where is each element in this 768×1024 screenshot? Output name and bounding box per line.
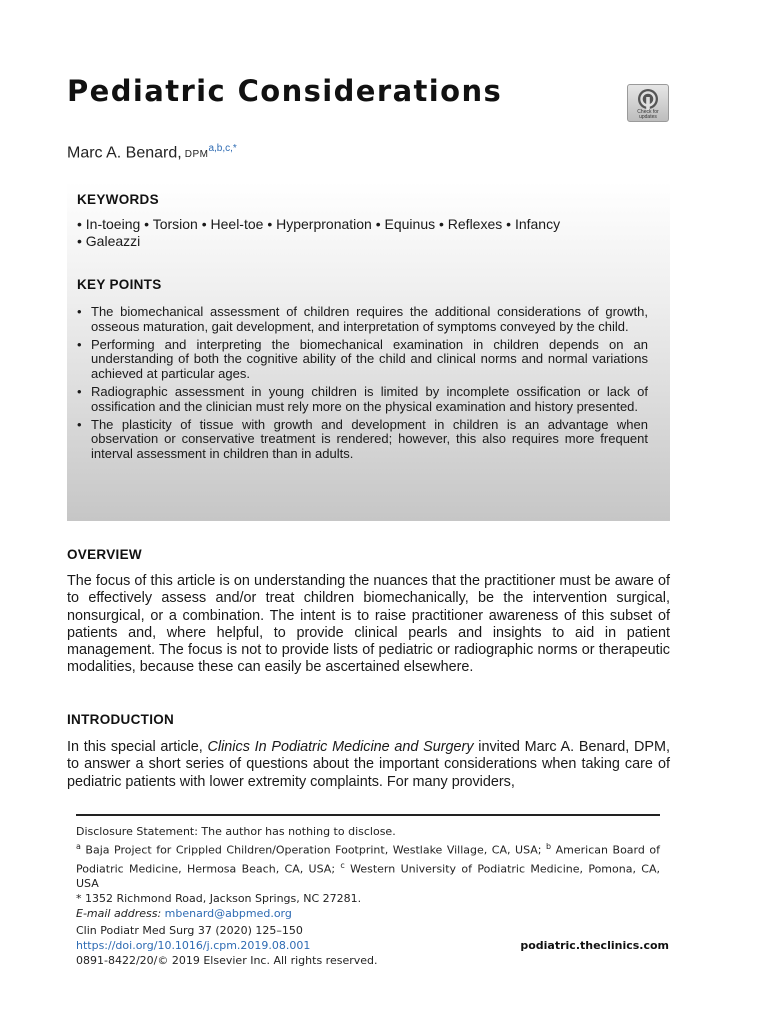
affiliations	[76, 839, 660, 891]
introduction-heading: INTRODUCTION	[67, 712, 175, 727]
keywords-line-2: • Galeazzi	[77, 233, 141, 249]
copyright: 0891-8422/20/© 2019 Elsevier Inc. All rights reserved.	[76, 954, 378, 967]
affiliation-b: American Board of Podiatric Medicine, Hermosa Beach, CA, USA;	[76, 843, 660, 876]
affil-mark-a: a	[76, 842, 81, 851]
crossmark-icon	[637, 88, 659, 110]
journal-name-italic: Clinics In Podiatric Medicine and Surgery	[207, 739, 474, 755]
email-link[interactable]: mbenard@abpmed.org	[164, 907, 292, 921]
author-affiliation-marks[interactable]: a,b,c,*	[208, 143, 237, 154]
disclosure-statement: Disclosure Statement: The author has nothing to disclose.	[76, 825, 396, 838]
doi-link[interactable]: https://doi.org/10.1016/j.cpm.2019.08.001	[76, 939, 311, 952]
author-name: Marc A. Benard,	[67, 144, 182, 162]
email-label: E-mail address:	[76, 907, 162, 921]
intro-text-end: invited Marc A. Benard, DPM, to answer a short series of questions about the important considerations when taking care of pediatric patients with lower extremity complaints. For many providers,	[67, 739, 670, 790]
email-line	[76, 906, 660, 921]
overview-heading: OVERVIEW	[67, 547, 142, 562]
overview-paragraph: The focus of this article is on understanding the nuances that the practitioner must be aware of to effectively assess and/or treat children biomechanically, be the intervention surgical, nonsurgical, or a combination. The intent is to raise practitioner awareness of this subset of patients and, where helpful, to provide clinical pearls and insights to aid in patient management. The focus is not to provide lists of pediatric or radiographic norms or therapeutic modalities, because these can easily be ascertained elsewhere.	[67, 573, 670, 676]
correspondence-address: * 1352 Richmond Road, Jackson Springs, NC 27281.	[76, 892, 362, 906]
author-line	[67, 143, 237, 162]
key-points-list	[77, 305, 648, 462]
key-point-item: • Radiographic assessment in young children is limited by incomplete ossification or lack of ossification and the clinician must rely more on the physical examination and history presented.	[77, 385, 648, 415]
author-degree: DPM	[184, 149, 209, 161]
key-points-heading: KEY POINTS	[77, 277, 162, 292]
affil-mark-c: c	[340, 860, 345, 870]
article-title: Pediatric Considerations	[67, 74, 503, 108]
introduction-paragraph	[67, 739, 670, 791]
key-point-item: • The biomechanical assessment of children requires the additional considerations of growth, osseous maturation, gait development, and interpretation of symptoms conveyed by the child.	[77, 305, 648, 335]
keywords-heading: KEYWORDS	[77, 192, 159, 207]
keywords-line-1: • In-toeing • Torsion • Heel-toe • Hyperpronation • Equinus • Reflexes • Infancy	[77, 216, 561, 232]
keywords-keypoints-box	[67, 182, 670, 521]
journal-citation: Clin Podiatr Med Surg 37 (2020) 125–150	[76, 924, 303, 937]
journal-website[interactable]: podiatric.theclinics.com	[520, 939, 669, 952]
footnote-divider	[76, 814, 660, 816]
badge-label: Check for updates	[637, 109, 659, 120]
affil-mark-b: b	[546, 842, 552, 851]
affiliation-a: Baja Project for Crippled Children/Operation Footprint, Westlake Village, CA, USA;	[80, 843, 547, 857]
keywords-list	[77, 216, 648, 250]
key-point-item: • Performing and interpreting the biomechanical examination in children depends on an understanding of both the cognitive ability of the child and clinical norms and normal variations achieved at particular ages.	[77, 338, 648, 382]
check-for-updates-badge[interactable]	[627, 84, 669, 122]
affiliation-c: Western University of Podiatric Medicine, Pomona, CA, USA	[76, 862, 660, 891]
key-point-item: • The plasticity of tissue with growth and development in children is an advantage when observation or conservative treatment is rendered; however, this also requires more frequent interval assessment in children than in adults.	[77, 418, 648, 462]
intro-text-start: In this special article,	[67, 739, 208, 755]
footnotes	[76, 824, 660, 921]
